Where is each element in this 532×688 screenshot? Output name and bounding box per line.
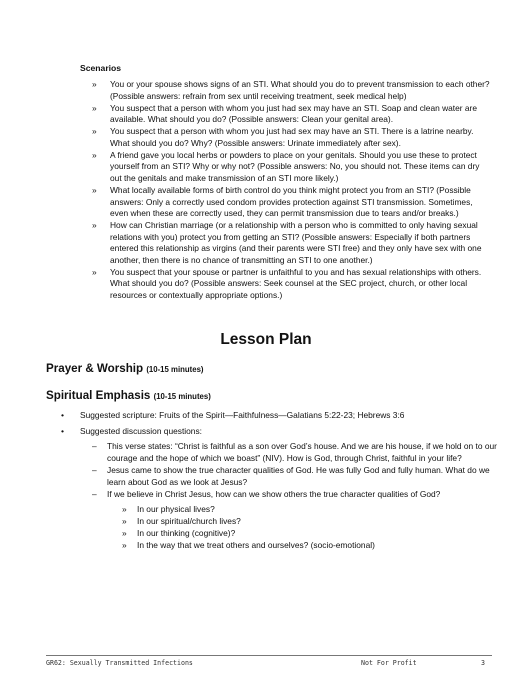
sub-marker: » <box>122 504 127 514</box>
list-marker: » <box>92 220 97 231</box>
scenario-text: A friend gave you local herbs or powders to place on your genitals. Should you use these to protect yourself from an STI? Why or why not? (Possible answers: No, you should not. These items can dry out the genitals and make transmission of an STI more likely.) <box>110 149 480 183</box>
scenario-text: How can Christian marriage (or a relationship with a person who is committed to only having sexual relations with you) protect you from getting an STI? (Possible answers: Especially if both partners entered this relationship as virgins (and their parents were STI free) and they only have sex with one another, then there is no chance of transmitting an STI to one another.) <box>110 220 482 265</box>
scenario-item <box>92 185 492 220</box>
dash-marker: – <box>92 465 97 475</box>
sub-item-text: In our thinking (cognitive)? <box>137 528 236 538</box>
list-marker: » <box>92 79 97 89</box>
spiritual-emphasis-heading <box>46 389 211 402</box>
scenario-text: You suspect that your spouse or partner is unfaithful to you and has sexual relationships with others. What should you do? (Possible answers: Seek counsel at the SEC project, church, or other local resources or contextually appropriate options.) <box>110 266 482 301</box>
scenario-item <box>92 126 492 149</box>
spiritual-heading-text: Spiritual Emphasis <box>46 389 151 402</box>
scenario-item <box>92 220 492 266</box>
scenario-text: You suspect that a person with whom you just had sex may have an STI. Soap and clean water are available. What should you do? (Possible answers: Clean your genital area). <box>110 102 478 125</box>
bullet-marker: • <box>61 410 65 420</box>
questions-label: Suggested discussion questions: <box>80 426 202 436</box>
sub-marker: » <box>122 540 127 550</box>
footer-divider <box>46 655 492 656</box>
scenario-text: What locally available forms of birth control do you think might protect you from an STI? (Possible answers: Only a correctly used condom provides protection against STI transmission. Sometimes, even when these are correctly used, they can permit transmission due to tears and/or breaks.) <box>110 184 473 219</box>
scenario-text: You or your spouse shows signs of an STI. What should you do to prevent transmission to each other? (Possible answers: refrain from sex until receiving treatment, seek medical help) <box>110 79 490 101</box>
bullet-marker: • <box>61 426 65 436</box>
prayer-worship-heading <box>46 362 204 375</box>
lesson-plan-title: Lesson Plan <box>220 331 312 348</box>
question-text: If we believe in Christ Jesus, how can we show others the true character qualities of God? <box>107 489 441 499</box>
dash-marker: – <box>92 489 97 499</box>
sub-item-text: In our spiritual/church lives? <box>137 516 241 526</box>
scenario-item <box>92 79 492 102</box>
list-marker: » <box>92 126 97 137</box>
scenario-text: You suspect that a person with whom you just had sex may have an STI. There is a latrine nearby. What should you do? Why? (Possible answers: Urinate immediately after sex). <box>110 126 474 148</box>
scenario-item <box>92 267 492 302</box>
list-marker: » <box>92 266 97 277</box>
spiritual-duration: (10-15 minutes) <box>153 392 211 401</box>
scripture-text: Suggested scripture: Fruits of the Spirit—Faithfulness—Galatians 5:22-23; Hebrews 3:6 <box>80 410 405 420</box>
prayer-heading-text: Prayer & Worship <box>46 362 144 375</box>
question-text: Jesus came to show the true character qualities of God. He was fully God and fully human. What do we learn about God as we look at Jesus? <box>107 465 490 487</box>
footer-course-title: GR62: Sexually Transmitted Infections <box>46 659 193 667</box>
scenario-item <box>92 150 492 185</box>
list-marker: » <box>92 149 97 160</box>
footer-not-for-profit: Not For Profit <box>361 659 417 667</box>
dash-marker: – <box>92 441 97 451</box>
scenarios-heading: Scenarios <box>80 63 122 73</box>
sub-item-text: In the way that we treat others and ourselves? (socio-emotional) <box>137 540 375 550</box>
question-text: This verse states: “Christ is faithful as a son over God’s house. And we are his house, if we hold on to our courage and the hope of which we boast” (NIV). How is God, through Christ, faithful in your life? <box>107 441 497 463</box>
sub-marker: » <box>122 516 127 526</box>
prayer-duration: (10-15 minutes) <box>146 365 204 374</box>
list-marker: » <box>92 184 97 195</box>
scenarios-list <box>92 79 492 302</box>
sub-marker: » <box>122 528 127 538</box>
sub-item-text: In our physical lives? <box>137 504 215 514</box>
scenario-item <box>92 103 492 126</box>
footer-page-number: 3 <box>481 659 485 667</box>
list-marker: » <box>92 102 97 113</box>
